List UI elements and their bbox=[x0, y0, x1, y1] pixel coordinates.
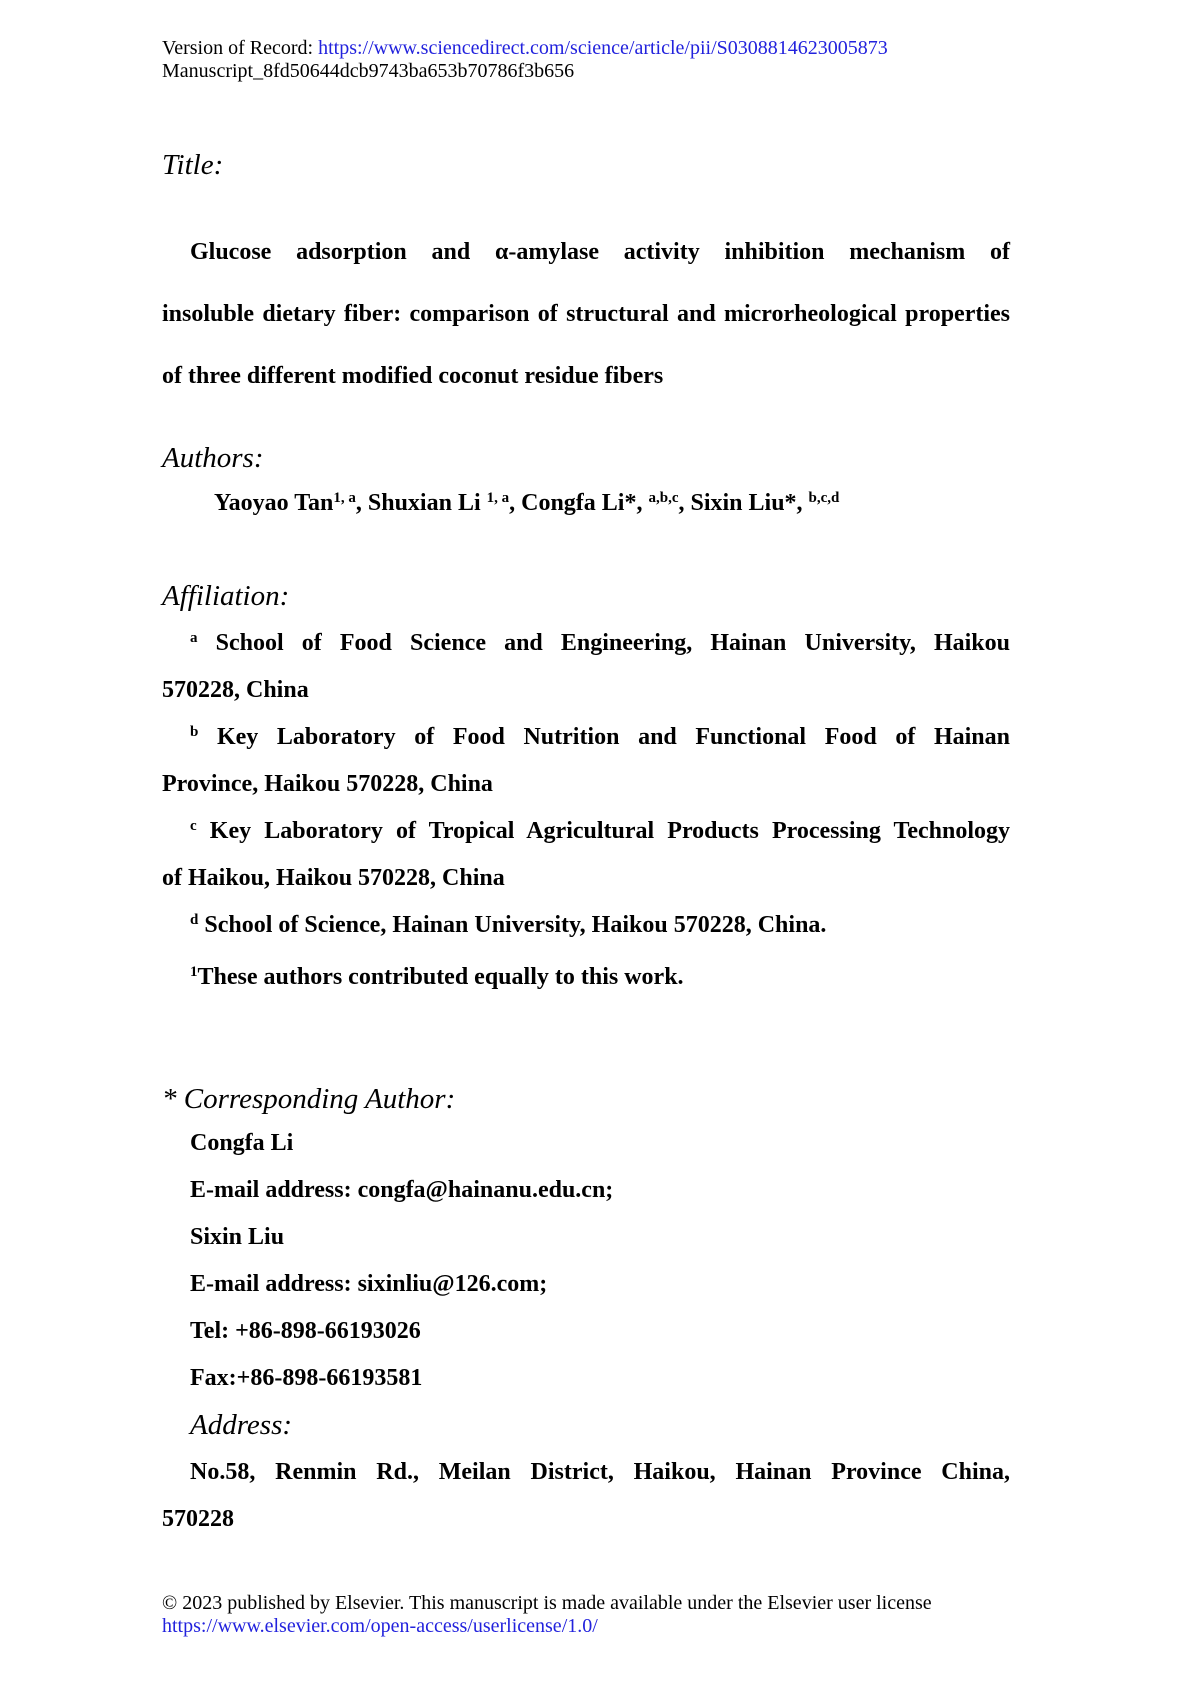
superscript-marker: b bbox=[190, 724, 199, 740]
manuscript-id: Manuscript_8fd50644dcb9743ba653b70786f3b656 bbox=[162, 60, 575, 82]
superscript-marker: b,c,d bbox=[808, 490, 840, 506]
superscript-marker: 1 bbox=[190, 964, 198, 980]
affiliation-c-line2: of Haikou, Haikou 570228, China bbox=[162, 865, 505, 891]
footer bbox=[162, 1592, 1010, 1638]
superscript-marker: c bbox=[190, 818, 197, 834]
corresponding-authors bbox=[162, 1120, 1010, 1543]
affiliation-b-line2: Province, Haikou 570228, China bbox=[162, 771, 493, 797]
title-line-3: of three different modified coconut residue fibers bbox=[162, 363, 664, 389]
postal-code: 570228 bbox=[162, 1506, 234, 1532]
affiliation-a-line2: 570228, China bbox=[162, 677, 309, 703]
corresponding-email-1: E-mail address: congfa@hainanu.edu.cn; bbox=[190, 1177, 614, 1203]
header bbox=[162, 37, 1010, 83]
superscript-marker: 1, a bbox=[486, 490, 510, 506]
text-segment: , Congfa Li*, bbox=[509, 490, 649, 516]
text-segment: Key Laboratory of Tropical Agricultural Products Processing Technology bbox=[196, 818, 1010, 844]
text-segment: , Sixin Liu*, bbox=[678, 490, 809, 516]
license-link[interactable]: https://www.elsevier.com/open-access/userlicense/1.0/ bbox=[162, 1615, 598, 1637]
superscript-marker: 1, a bbox=[333, 490, 356, 506]
corresponding-name-2: Sixin Liu bbox=[190, 1224, 285, 1250]
text-segment: Yaoyao Tan bbox=[214, 490, 334, 516]
superscript-marker: d bbox=[190, 912, 199, 928]
authors-line bbox=[162, 480, 1010, 527]
affiliation-label: Affiliation: bbox=[162, 580, 290, 612]
text-segment: Key Laboratory of Food Nutrition and Functional Food of Hainan bbox=[198, 724, 1010, 750]
equal-contribution-note bbox=[162, 954, 1010, 1001]
title-line-2: insoluble dietary fiber: comparison of structural and microrheological properties bbox=[162, 301, 1010, 327]
affiliation-d-line bbox=[162, 902, 1010, 949]
title-label: Title: bbox=[162, 149, 224, 181]
text-segment: These authors contributed equally to this work. bbox=[197, 964, 684, 990]
version-label: Version of Record: bbox=[162, 37, 319, 59]
fax-line: Fax:+86-898-66193581 bbox=[190, 1365, 423, 1391]
text-segment: School of Food Science and Engineering, Hainan University, Haikou bbox=[197, 630, 1010, 656]
version-of-record-link[interactable]: https://www.sciencedirect.com/science/article/pii/S0308814623005873 bbox=[318, 37, 888, 59]
corresponding-email-2: E-mail address: sixinliu@126.com; bbox=[190, 1271, 548, 1297]
authors-label: Authors: bbox=[162, 442, 264, 474]
version-of-record-line bbox=[162, 37, 1010, 60]
affiliation-b-line1 bbox=[162, 714, 1010, 761]
affiliations bbox=[162, 620, 1010, 949]
superscript-marker: a,b,c bbox=[648, 490, 679, 506]
article-title bbox=[162, 221, 1010, 407]
text-segment: School of Science, Hainan University, Haikou 570228, China. bbox=[198, 912, 827, 938]
affiliation-c-line1 bbox=[162, 808, 1010, 855]
address-line: No.58, Renmin Rd., Meilan District, Haikou, Hainan Province China, bbox=[190, 1459, 1010, 1485]
superscript-marker: a bbox=[190, 630, 198, 646]
address-label: Address: bbox=[190, 1409, 293, 1441]
title-line-1: Glucose adsorption and α-amylase activity inhibition mechanism of bbox=[190, 239, 1010, 265]
corresponding-author-label: * Corresponding Author: bbox=[162, 1083, 456, 1115]
text-segment: , Shuxian Li bbox=[355, 490, 487, 516]
copyright-line: © 2023 published by Elsevier. This manuscript is made available under the Elsevier user license bbox=[162, 1592, 932, 1614]
license-line bbox=[162, 1615, 1010, 1638]
tel-line: Tel: +86-898-66193026 bbox=[190, 1318, 421, 1344]
corresponding-name-1: Congfa Li bbox=[190, 1130, 294, 1156]
affiliation-a-line1 bbox=[162, 620, 1010, 667]
